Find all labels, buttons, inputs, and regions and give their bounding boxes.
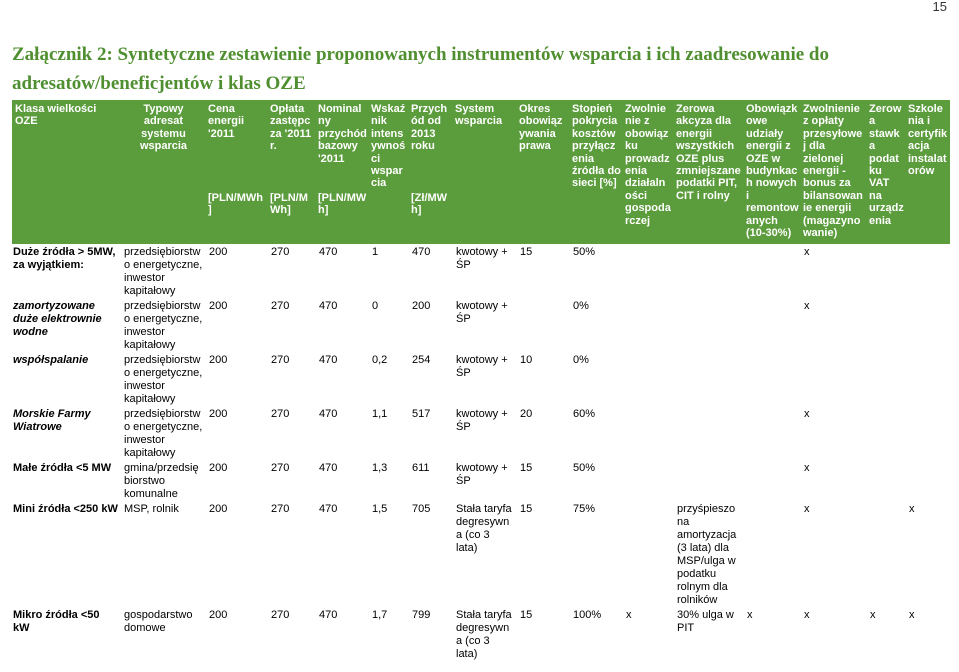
cell-klasa-wielkosci: Małe źródła <5 MW xyxy=(13,462,112,474)
cell-nominalny-przychod: 470 xyxy=(319,609,338,621)
cell-przychod-od-2013: 470 xyxy=(412,246,431,258)
cell-klasa-wielkosci: Mikro źródła <50 kW xyxy=(13,609,100,634)
cell-okres-obowiazywania: 10 xyxy=(520,354,533,366)
cell-okres-obowiazywania: 15 xyxy=(520,246,533,258)
cell-zwolnienie-dzialalnosci xyxy=(622,298,673,352)
cell-zwolnienie-dzialalnosci xyxy=(622,406,673,460)
cell-system-wsparcia: Stała taryfa degresywna (co 3 lata) xyxy=(456,609,512,660)
cell-okres-obowiazywania xyxy=(516,298,569,352)
cell-oplata-zastepcza: 270 xyxy=(271,354,290,366)
cell-cena-energii: 200 xyxy=(209,609,228,621)
header-zerowa-vat xyxy=(866,100,905,244)
header-label: Obowiązkowe udziały energii z OZE w budynkach nowych i remontowanych (10-30%) xyxy=(746,103,799,240)
cell-typowy-adresat: przedsiębiorstwo energetyczne, inwestor kapitałowy xyxy=(124,300,203,351)
cell-cena-energii: 200 xyxy=(209,408,228,420)
cell-oplata-zastepcza: 270 xyxy=(271,503,290,515)
cell-wskaznik-intensywnosci: 1,1 xyxy=(372,408,388,420)
cell-stopien-pokrycia: 60% xyxy=(573,408,596,420)
cell-oplata-zastepcza: 270 xyxy=(271,462,290,474)
cell-szkolenia xyxy=(905,406,950,460)
header-label: Klasa wielkości OZE xyxy=(15,103,97,128)
cell-przychod-od-2013: 611 xyxy=(412,462,430,474)
cell-nominalny-przychod: 470 xyxy=(319,462,338,474)
cell-zwolnienie-przesylowe: x xyxy=(804,300,810,312)
header-label: Zwolnienie z opłaty przesyłowej dla zielonej energii - bonus za bilansowanie energii (magazynowanie) xyxy=(803,103,863,240)
cell-system-wsparcia: kwotowy + ŚP xyxy=(456,408,508,433)
cell-zerowa-vat xyxy=(866,298,905,352)
cell-wskaznik-intensywnosci: 1,7 xyxy=(372,609,388,621)
header-label: Przychód od 2013 roku xyxy=(411,103,448,153)
cell-typowy-adresat: gmina/przedsiębiorstwo komunalne xyxy=(124,462,199,500)
cell-akcyza-podatki: 30% ulga w PIT xyxy=(677,609,734,634)
cell-typowy-adresat: przedsiębiorstwo energetyczne, inwestor kapitałowy xyxy=(124,354,203,405)
header-system-wsparcia xyxy=(452,100,516,244)
cell-zerowa-vat xyxy=(866,352,905,406)
header-label: Nominalny przychód bazowy '2011 xyxy=(318,103,367,165)
page-number: 15 xyxy=(932,0,947,14)
cell-wskaznik-intensywnosci: 1,3 xyxy=(372,462,388,474)
cell-zwolnienie-przesylowe: x xyxy=(804,609,810,621)
table-row xyxy=(12,501,950,607)
cell-typowy-adresat: MSP, rolnik xyxy=(124,503,179,515)
header-akcyza-podatki xyxy=(673,100,743,244)
cell-klasa-wielkosci: zamortyzowane duże elektrownie wodne xyxy=(13,300,102,338)
cell-akcyza-podatki xyxy=(673,406,743,460)
cell-oplata-zastepcza: 270 xyxy=(271,408,290,420)
cell-cena-energii: 200 xyxy=(209,462,228,474)
cell-cena-energii: 200 xyxy=(209,300,228,312)
table-row xyxy=(12,352,950,406)
cell-zerowa-vat xyxy=(866,244,905,298)
header-label: System wsparcia xyxy=(455,103,503,128)
cell-cena-energii: 200 xyxy=(209,246,228,258)
cell-zwolnienie-przesylowe: x xyxy=(804,503,810,515)
cell-zwolnienie-dzialalnosci xyxy=(622,244,673,298)
header-przychod-od-2013 xyxy=(408,100,452,244)
cell-przychod-od-2013: 799 xyxy=(412,609,431,621)
cell-oplata-zastepcza: 270 xyxy=(271,609,290,621)
cell-zerowa-vat: x xyxy=(870,609,876,621)
header-unit: [PLN/MWh] xyxy=(208,192,263,217)
cell-klasa-wielkosci: współspalanie xyxy=(13,354,89,366)
header-label: Okres obowiązywania prawa xyxy=(519,103,563,153)
cell-obowiazkowe-udzialy: x xyxy=(747,609,753,621)
cell-nominalny-przychod: 470 xyxy=(319,408,338,420)
cell-okres-obowiazywania: 15 xyxy=(520,462,533,474)
cell-szkolenia: x xyxy=(909,609,915,621)
cell-akcyza-podatki: przyśpieszona amortyzacja (3 lata) dla MSP/ulga w podatku rolnym dla rolników xyxy=(677,503,737,606)
cell-klasa-wielkosci: Morskie Farmy Wiatrowe xyxy=(13,408,91,433)
support-instruments-table xyxy=(12,100,950,661)
cell-szkolenia: x xyxy=(909,503,915,515)
cell-zwolnienie-dzialalnosci xyxy=(622,501,673,607)
table-row xyxy=(12,607,950,661)
cell-zwolnienie-dzialalnosci xyxy=(622,352,673,406)
cell-system-wsparcia: kwotowy + ŚP xyxy=(456,354,508,379)
cell-stopien-pokrycia: 75% xyxy=(573,503,596,515)
cell-obowiazkowe-udzialy xyxy=(743,244,800,298)
header-label: Zerowa stawka podatku VAT na urządzenia xyxy=(869,103,904,227)
cell-akcyza-podatki xyxy=(673,298,743,352)
header-unit: [Zł/MWh] xyxy=(411,192,448,217)
cell-stopien-pokrycia: 50% xyxy=(573,462,596,474)
header-nominalny-przychod xyxy=(315,100,368,244)
cell-oplata-zastepcza: 270 xyxy=(271,300,290,312)
header-label: Cena energii '2011 xyxy=(208,103,245,140)
cell-akcyza-podatki xyxy=(673,460,743,501)
header-label: Zwolnienie z obowiązku prowadzenia działalności gospodarczej xyxy=(625,103,671,227)
cell-typowy-adresat: przedsiębiorstwo energetyczne, inwestor kapitałowy xyxy=(124,246,203,297)
cell-przychod-od-2013: 517 xyxy=(412,408,431,420)
cell-klasa-wielkosci: Mini źródła <250 kW xyxy=(13,503,118,515)
table-row xyxy=(12,244,950,298)
cell-klasa-wielkosci: Duże źródła > 5MW, za wyjątkiem: xyxy=(13,246,116,271)
cell-cena-energii: 200 xyxy=(209,503,228,515)
cell-system-wsparcia: kwotowy + ŚP xyxy=(456,300,508,325)
cell-typowy-adresat: gospodarstwo domowe xyxy=(124,609,193,634)
cell-zerowa-vat xyxy=(866,406,905,460)
cell-przychod-od-2013: 200 xyxy=(412,300,431,312)
header-okres-obowiazywania xyxy=(516,100,569,244)
cell-wskaznik-intensywnosci: 0 xyxy=(372,300,379,312)
cell-obowiazkowe-udzialy xyxy=(743,501,800,607)
header-szkolenia xyxy=(905,100,950,244)
cell-system-wsparcia: kwotowy + ŚP xyxy=(456,462,508,487)
cell-wskaznik-intensywnosci: 1,5 xyxy=(372,503,388,515)
cell-szkolenia xyxy=(905,298,950,352)
cell-akcyza-podatki xyxy=(673,244,743,298)
cell-zwolnienie-dzialalnosci: x xyxy=(626,609,632,621)
header-oplata-zastepcza xyxy=(267,100,315,244)
header-typowy-adresat xyxy=(120,100,205,244)
header-label: Typowy adresat systemu wsparcia xyxy=(139,103,188,153)
header-klasa-wielkosci xyxy=(12,100,120,244)
header-unit: [PLN/MWh] xyxy=(270,192,308,217)
cell-szkolenia xyxy=(905,352,950,406)
cell-zwolnienie-przesylowe: x xyxy=(804,408,810,420)
cell-wskaznik-intensywnosci: 0,2 xyxy=(372,354,388,366)
cell-system-wsparcia: Stała taryfa degresywna (co 3 lata) xyxy=(456,503,512,554)
table-row xyxy=(12,460,950,501)
cell-zwolnienie-przesylowe xyxy=(800,352,866,406)
cell-wskaznik-intensywnosci: 1 xyxy=(372,246,379,258)
table-row xyxy=(12,298,950,352)
cell-obowiazkowe-udzialy xyxy=(743,460,800,501)
cell-stopien-pokrycia: 0% xyxy=(573,300,589,312)
header-label: Stopień pokrycia kosztów przyłączenia źródła do sieci [%] xyxy=(572,103,621,190)
cell-stopien-pokrycia: 0% xyxy=(573,354,589,366)
cell-stopien-pokrycia: 100% xyxy=(573,609,602,621)
cell-zerowa-vat xyxy=(866,460,905,501)
cell-obowiazkowe-udzialy xyxy=(743,352,800,406)
page-title: Załącznik 2: Syntetyczne zestawienie proponowanych instrumentów wsparcia i ich zaadresowanie do adresatów/beneficjentów i klas OZE xyxy=(12,44,829,94)
table-row xyxy=(12,406,950,460)
header-wskaznik-intensywnosci xyxy=(368,100,408,244)
cell-nominalny-przychod: 470 xyxy=(319,246,338,258)
cell-typowy-adresat: przedsiębiorstwo energetyczne, inwestor kapitałowy xyxy=(124,408,203,459)
cell-zwolnienie-dzialalnosci xyxy=(622,460,673,501)
cell-nominalny-przychod: 470 xyxy=(319,354,338,366)
header-label: Szkolenia i certyfikacja instalatorów xyxy=(908,103,948,178)
cell-cena-energii: 200 xyxy=(209,354,228,366)
cell-przychod-od-2013: 254 xyxy=(412,354,431,366)
table-header-row xyxy=(12,100,950,244)
header-cena-energii xyxy=(205,100,267,244)
cell-nominalny-przychod: 470 xyxy=(319,300,338,312)
cell-zwolnienie-przesylowe: x xyxy=(804,462,810,474)
cell-szkolenia xyxy=(905,244,950,298)
cell-system-wsparcia: kwotowy + ŚP xyxy=(456,246,508,271)
cell-nominalny-przychod: 470 xyxy=(319,503,338,515)
cell-przychod-od-2013: 705 xyxy=(412,503,431,515)
cell-akcyza-podatki xyxy=(673,352,743,406)
cell-obowiazkowe-udzialy xyxy=(743,298,800,352)
cell-okres-obowiazywania: 15 xyxy=(520,609,533,621)
cell-szkolenia xyxy=(905,460,950,501)
header-zwolnienie-dzialalnosci xyxy=(622,100,673,244)
cell-zerowa-vat xyxy=(866,501,905,607)
cell-okres-obowiazywania: 15 xyxy=(520,503,533,515)
header-label: Wskaźnik intensywności wsparcia xyxy=(371,103,406,190)
cell-oplata-zastepcza: 270 xyxy=(271,246,290,258)
header-label: Zerowa akcyza dla energii wszystkich OZE plus zmniejszane podatki PIT, CIT i rolny xyxy=(676,103,741,202)
header-obowiazkowe-udzialy xyxy=(743,100,800,244)
cell-obowiazkowe-udzialy xyxy=(743,406,800,460)
header-stopien-pokrycia xyxy=(569,100,622,244)
cell-zwolnienie-przesylowe: x xyxy=(804,246,810,258)
header-zwolnienie-przesylowe xyxy=(800,100,866,244)
header-unit: [PLN/MWh] xyxy=(318,192,367,217)
header-label: Opłata zastępcza '2011 r. xyxy=(270,103,312,153)
cell-stopien-pokrycia: 50% xyxy=(573,246,596,258)
cell-okres-obowiazywania: 20 xyxy=(520,408,533,420)
